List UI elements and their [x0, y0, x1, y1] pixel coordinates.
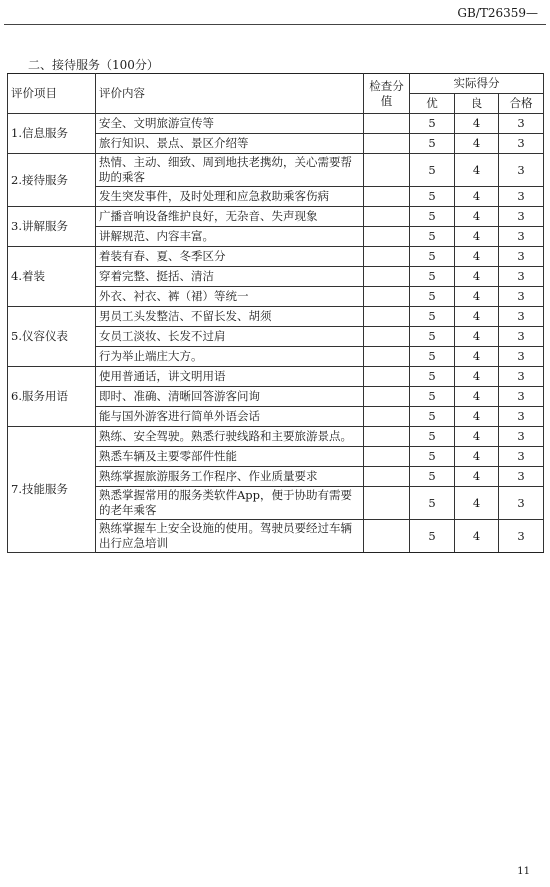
- pass-score-cell: 3: [499, 247, 544, 267]
- check-score-cell: [364, 227, 410, 247]
- category-cell: 1.信息服务: [8, 114, 96, 154]
- header-actual: 实际得分: [410, 74, 544, 94]
- content-cell: 女员工淡妆、长发不过肩: [96, 327, 364, 347]
- pass-score-cell: 3: [499, 267, 544, 287]
- check-score-cell: [364, 154, 410, 187]
- check-score-cell: [364, 114, 410, 134]
- pass-score-cell: 3: [499, 427, 544, 447]
- excellent-score-cell: 5: [410, 407, 455, 427]
- check-score-cell: [364, 427, 410, 447]
- check-score-cell: [364, 487, 410, 520]
- good-score-cell: 4: [455, 367, 499, 387]
- pass-score-cell: 3: [499, 520, 544, 553]
- pass-score-cell: 3: [499, 407, 544, 427]
- pass-score-cell: 3: [499, 227, 544, 247]
- excellent-score-cell: 5: [410, 367, 455, 387]
- good-score-cell: 4: [455, 307, 499, 327]
- excellent-score-cell: 5: [410, 427, 455, 447]
- excellent-score-cell: 5: [410, 207, 455, 227]
- table-row: [8, 154, 544, 187]
- category-cell: 3.讲解服务: [8, 207, 96, 247]
- content-cell: 能与国外游客进行简单外语会话: [96, 407, 364, 427]
- check-score-cell: [364, 520, 410, 553]
- check-score-cell: [364, 387, 410, 407]
- content-cell: 热情、主动、细致、周到地扶老携幼，关心需要帮助的乘客: [96, 154, 364, 187]
- pass-score-cell: 3: [499, 467, 544, 487]
- table-row: [8, 247, 544, 267]
- content-cell: 外衣、衬衣、裤（裙）等统一: [96, 287, 364, 307]
- header-rule: [4, 24, 546, 25]
- pass-score-cell: 3: [499, 207, 544, 227]
- category-cell: 6.服务用语: [8, 367, 96, 427]
- check-score-cell: [364, 327, 410, 347]
- excellent-score-cell: 5: [410, 247, 455, 267]
- check-score-cell: [364, 134, 410, 154]
- excellent-score-cell: 5: [410, 287, 455, 307]
- good-score-cell: 4: [455, 467, 499, 487]
- excellent-score-cell: 5: [410, 520, 455, 553]
- content-cell: 即时、准确、清晰回答游客问询: [96, 387, 364, 407]
- pass-score-cell: 3: [499, 447, 544, 467]
- pass-score-cell: 3: [499, 287, 544, 307]
- good-score-cell: 4: [455, 114, 499, 134]
- good-score-cell: 4: [455, 287, 499, 307]
- good-score-cell: 4: [455, 154, 499, 187]
- score-table: [7, 73, 544, 553]
- content-cell: 熟悉掌握常用的服务类软件App，便于协助有需要的老年乘客: [96, 487, 364, 520]
- content-cell: 讲解规范、内容丰富。: [96, 227, 364, 247]
- score-table-body: [8, 114, 544, 553]
- content-cell: 熟悉车辆及主要零部件性能: [96, 447, 364, 467]
- standard-code: GB/T26359—: [457, 6, 538, 20]
- excellent-score-cell: 5: [410, 134, 455, 154]
- excellent-score-cell: 5: [410, 387, 455, 407]
- content-cell: 着装有春、夏、冬季区分: [96, 247, 364, 267]
- category-cell: 2.接待服务: [8, 154, 96, 207]
- good-score-cell: 4: [455, 187, 499, 207]
- check-score-cell: [364, 367, 410, 387]
- content-cell: 熟练、安全驾驶。熟悉行驶线路和主要旅游景点。: [96, 427, 364, 447]
- content-cell: 行为举止端庄大方。: [96, 347, 364, 367]
- excellent-score-cell: 5: [410, 267, 455, 287]
- excellent-score-cell: 5: [410, 347, 455, 367]
- header-content: 评价内容: [96, 74, 364, 114]
- category-cell: 7.技能服务: [8, 427, 96, 553]
- pass-score-cell: 3: [499, 114, 544, 134]
- check-score-cell: [364, 267, 410, 287]
- content-cell: 穿着完整、挺括、清洁: [96, 267, 364, 287]
- good-score-cell: 4: [455, 347, 499, 367]
- excellent-score-cell: 5: [410, 227, 455, 247]
- good-score-cell: 4: [455, 267, 499, 287]
- good-score-cell: 4: [455, 447, 499, 467]
- excellent-score-cell: 5: [410, 447, 455, 467]
- check-score-cell: [364, 247, 410, 267]
- good-score-cell: 4: [455, 427, 499, 447]
- category-cell: 4.着装: [8, 247, 96, 307]
- excellent-score-cell: 5: [410, 467, 455, 487]
- good-score-cell: 4: [455, 327, 499, 347]
- pass-score-cell: 3: [499, 187, 544, 207]
- content-cell: 使用普通话，讲文明用语: [96, 367, 364, 387]
- content-cell: 熟练掌握车上安全设施的使用。驾驶员要经过车辆出行应急培训: [96, 520, 364, 553]
- check-score-cell: [364, 467, 410, 487]
- pass-score-cell: 3: [499, 154, 544, 187]
- check-score-cell: [364, 287, 410, 307]
- pass-score-cell: 3: [499, 347, 544, 367]
- table-row: [8, 307, 544, 327]
- page-number: 11: [517, 866, 530, 877]
- excellent-score-cell: 5: [410, 307, 455, 327]
- pass-score-cell: 3: [499, 487, 544, 520]
- check-score-cell: [364, 447, 410, 467]
- pass-score-cell: 3: [499, 327, 544, 347]
- content-cell: 广播音响设备维护良好，无杂音、失声现象: [96, 207, 364, 227]
- header-check: 检查分值: [364, 74, 410, 114]
- content-cell: 发生突发事件，及时处理和应急救助乘客伤病: [96, 187, 364, 207]
- pass-score-cell: 3: [499, 367, 544, 387]
- table-row: [8, 114, 544, 134]
- pass-score-cell: 3: [499, 307, 544, 327]
- check-score-cell: [364, 187, 410, 207]
- check-score-cell: [364, 307, 410, 327]
- excellent-score-cell: 5: [410, 487, 455, 520]
- good-score-cell: 4: [455, 247, 499, 267]
- good-score-cell: 4: [455, 407, 499, 427]
- table-row: [8, 207, 544, 227]
- good-score-cell: 4: [455, 387, 499, 407]
- check-score-cell: [364, 347, 410, 367]
- content-cell: 男员工头发整洁、不留长发、胡须: [96, 307, 364, 327]
- good-score-cell: 4: [455, 134, 499, 154]
- table-row: [8, 427, 544, 447]
- good-score-cell: 4: [455, 520, 499, 553]
- header-pass: 合格: [499, 94, 544, 114]
- check-score-cell: [364, 407, 410, 427]
- header-excellent: 优: [410, 94, 455, 114]
- category-cell: 5.仪容仪表: [8, 307, 96, 367]
- excellent-score-cell: 5: [410, 114, 455, 134]
- check-score-cell: [364, 207, 410, 227]
- pass-score-cell: 3: [499, 134, 544, 154]
- table-row: [8, 367, 544, 387]
- header-good: 良: [455, 94, 499, 114]
- content-cell: 熟练掌握旅游服务工作程序、作业质量要求: [96, 467, 364, 487]
- pass-score-cell: 3: [499, 387, 544, 407]
- good-score-cell: 4: [455, 487, 499, 520]
- excellent-score-cell: 5: [410, 154, 455, 187]
- excellent-score-cell: 5: [410, 327, 455, 347]
- good-score-cell: 4: [455, 207, 499, 227]
- header-item: 评价项目: [8, 74, 96, 114]
- good-score-cell: 4: [455, 227, 499, 247]
- excellent-score-cell: 5: [410, 187, 455, 207]
- content-cell: 旅行知识、景点、景区介绍等: [96, 134, 364, 154]
- section-title: 二、接待服务（100分）: [28, 58, 159, 72]
- content-cell: 安全、文明旅游宣传等: [96, 114, 364, 134]
